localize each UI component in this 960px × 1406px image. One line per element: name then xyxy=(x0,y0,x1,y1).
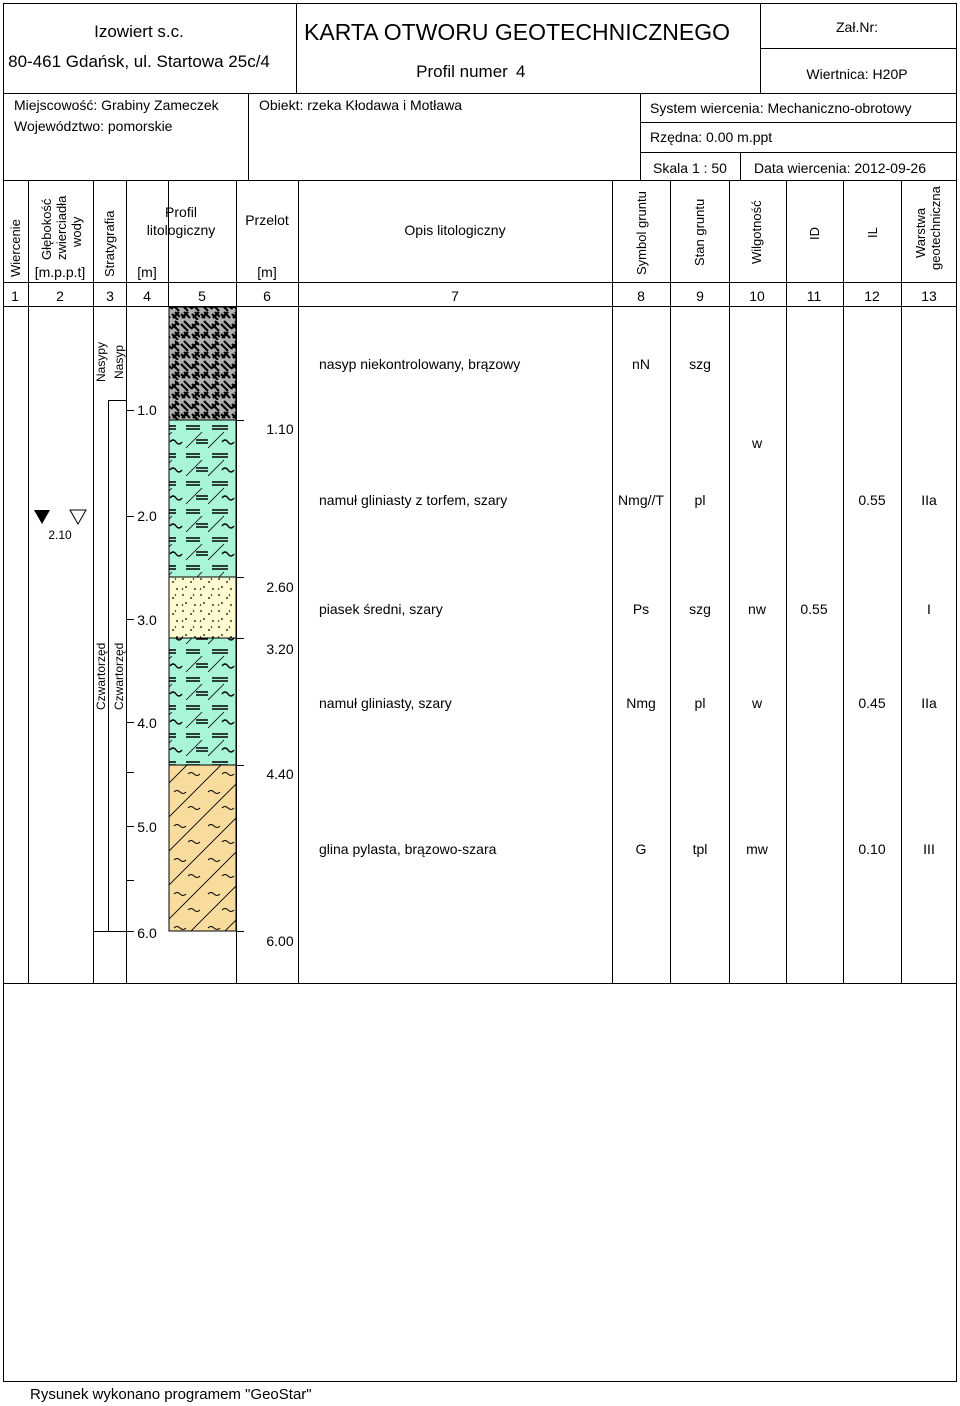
layer-bottom: 4.40 xyxy=(266,766,294,782)
depth-tick: 3.0 xyxy=(137,612,157,628)
profile-number: 4 xyxy=(516,62,526,81)
strat-nasyp: Nasyp xyxy=(112,344,126,379)
layer-description: piasek średni, szary xyxy=(319,601,443,617)
elevation: Rzędna: 0.00 m.ppt xyxy=(650,129,773,145)
layer-state: szg xyxy=(689,601,711,617)
col-il: IL xyxy=(865,227,880,238)
card-title: KARTA OTWORU GEOTECHNICZNEGO xyxy=(304,19,730,45)
drilling-date: Data wiercenia: 2012-09-26 xyxy=(754,160,926,176)
footer-note: Rysunek wykonano programem "GeoStar" xyxy=(30,1386,312,1403)
strat-nasypy: Nasypy xyxy=(94,341,108,382)
litho-clay xyxy=(169,765,236,931)
litho-mud xyxy=(169,638,236,765)
object-name: Obiekt: rzeka Kłodawa i Motława xyxy=(259,97,463,113)
col-soil-state: Stan gruntu xyxy=(692,198,707,266)
col-description: Opis litologiczny xyxy=(404,222,506,238)
layer-bottom: 6.00 xyxy=(266,933,294,949)
layer-moisture: mw xyxy=(746,841,768,857)
col-profile-1: Profil xyxy=(165,204,197,220)
col-drilling: Wiercenie xyxy=(8,219,23,277)
depth-tick: 6.0 xyxy=(137,925,157,941)
col-number: 1 xyxy=(11,288,19,304)
col-water-depth-3: wody xyxy=(69,216,84,247)
drilling-system: System wiercenia: Mechaniczno-obrotowy xyxy=(650,100,912,116)
layer-state: tpl xyxy=(692,841,708,857)
company-address: 80-461 Gdańsk, ul. Startowa 25c/4 xyxy=(8,52,270,71)
company-name: Izowiert s.c. xyxy=(94,22,184,41)
col-soil-symbol: Symbol gruntu xyxy=(634,191,649,275)
layer-symbol: Nmg xyxy=(626,695,656,711)
water-level-stabilized-icon xyxy=(70,510,86,524)
layer-bottom: 3.20 xyxy=(266,641,294,657)
layer-moisture: w xyxy=(751,435,763,451)
layer-moisture: w xyxy=(751,695,763,711)
col-interval: Przelot xyxy=(245,212,289,228)
col-number: 4 xyxy=(143,288,151,304)
layer-geotech: III xyxy=(923,841,935,857)
layer-symbol: Ps xyxy=(632,601,650,617)
col-geotech-layer-2: geotechniczna xyxy=(928,186,943,270)
col-water-depth-2: zwierciadła xyxy=(54,195,69,260)
voivodeship: Województwo: pomorskie xyxy=(14,118,173,134)
layer-il: 0.55 xyxy=(858,492,886,508)
col-id: ID xyxy=(807,227,822,240)
layer-bottom: 2.60 xyxy=(266,579,294,595)
scale: Skala 1 : 50 xyxy=(653,160,727,176)
depth-tick: 1.0 xyxy=(137,402,157,418)
layer-state: pl xyxy=(694,695,706,711)
layer-geotech: IIa xyxy=(921,492,937,508)
layer-il: 0.45 xyxy=(858,695,886,711)
layer-state: szg xyxy=(689,356,711,372)
litho-sand xyxy=(169,577,236,638)
attachment-number: Zał.Nr: xyxy=(836,19,878,35)
layer-symbol: nN xyxy=(632,356,650,372)
col-profile-unit: [m] xyxy=(137,264,157,280)
col-interval-unit: [m] xyxy=(257,264,277,280)
depth-tick: 2.0 xyxy=(137,508,157,524)
col-number: 7 xyxy=(451,288,459,304)
layer-bottom: 1.10 xyxy=(266,421,294,437)
col-number: 8 xyxy=(637,288,645,304)
col-moisture: Wilgotność xyxy=(749,200,764,264)
layer-geotech: IIa xyxy=(921,695,937,711)
col-number: 11 xyxy=(806,288,822,304)
col-number: 2 xyxy=(56,288,64,304)
locality: Miejscowość: Grabiny Zameczek xyxy=(14,97,219,113)
profile-label: Profil numer xyxy=(416,62,508,81)
col-stratigraphy: Stratygrafia xyxy=(102,210,117,277)
col-geotech-layer-1: Warstwa xyxy=(913,207,928,258)
layer-symbol: G xyxy=(635,841,647,857)
col-water-depth-1: Głębokość xyxy=(39,198,54,260)
strat-czwartorzed-2: Czwartorzęd xyxy=(112,642,126,710)
col-number: 3 xyxy=(106,288,114,304)
layer-description: namuł gliniasty, szary xyxy=(319,695,452,711)
layer-description: nasyp niekontrolowany, brązowy xyxy=(319,356,521,372)
layer-description: glina pylasta, brązowo-szara xyxy=(319,841,497,857)
layer-symbol: Nmg//T xyxy=(618,492,664,508)
col-number: 12 xyxy=(864,288,880,304)
water-level-depth: 2.10 xyxy=(48,528,72,542)
litho-fill xyxy=(169,307,236,420)
col-number: 10 xyxy=(749,288,765,304)
layer-moisture: nw xyxy=(748,601,766,617)
col-number: 6 xyxy=(263,288,271,304)
col-number: 9 xyxy=(696,288,704,304)
litho-mud-peat xyxy=(169,420,236,577)
strat-czwartorzed-1: Czwartorzęd xyxy=(94,642,108,710)
col-number: 13 xyxy=(921,288,937,304)
col-water-depth-unit: [m.p.p.t] xyxy=(34,264,86,280)
col-profile-2: litologiczny xyxy=(146,222,216,238)
drilling-rig: Wiertnica: H20P xyxy=(806,66,908,82)
col-number: 5 xyxy=(198,288,206,304)
depth-tick: 4.0 xyxy=(137,715,157,731)
water-level-found-icon xyxy=(34,510,50,524)
layer-geotech: I xyxy=(927,601,931,617)
layer-state: pl xyxy=(694,492,706,508)
layer-il: 0.10 xyxy=(858,841,886,857)
layer-description: namuł gliniasty z torfem, szary xyxy=(319,492,508,508)
layer-id: 0.55 xyxy=(800,601,828,617)
depth-tick: 5.0 xyxy=(137,819,157,835)
